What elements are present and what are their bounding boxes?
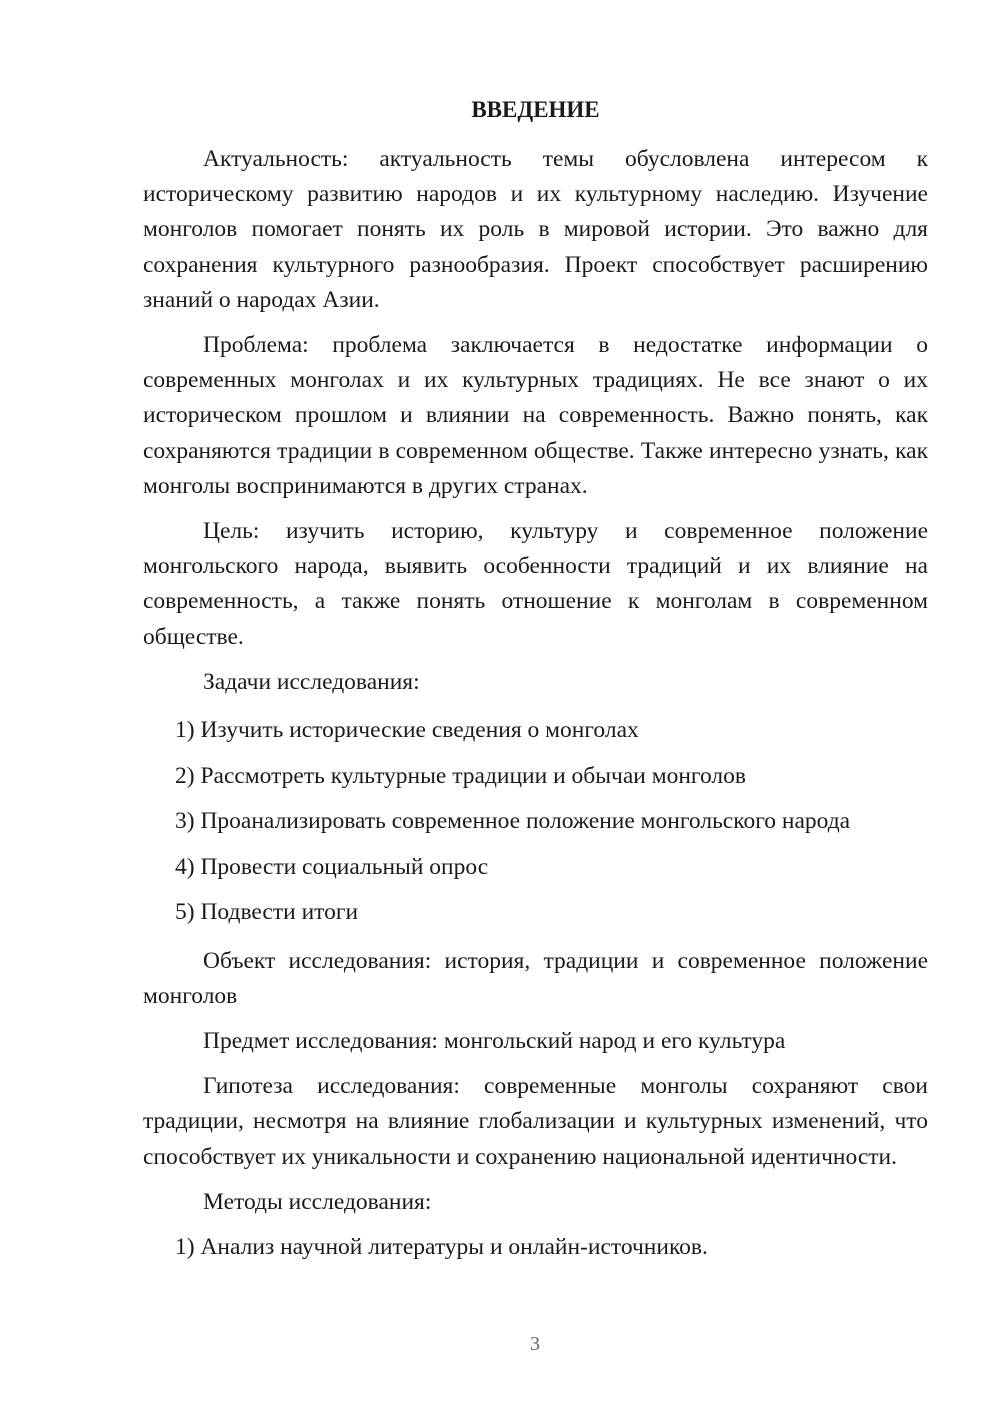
page-number: 3 — [530, 1333, 540, 1355]
problem-paragraph: Проблема: проблема заключается в недостатке информации о современных монголах и их культурных традициях. Не все знают о их историческом прошлом и влиянии на современность. Важно понять, как сохраняются традиции в современном обществе. Также интересно узнать, как монголы воспринимаются в других странах. — [143, 332, 928, 499]
list-item: 5) Подвести итоги — [175, 899, 359, 926]
tasks-list — [143, 708, 928, 936]
document-page — [143, 88, 928, 1265]
list-item: 3) Проанализировать современное положение монгольского народа — [175, 808, 851, 835]
object-paragraph: Объект исследования: история, традиции и современное положение монголов — [143, 947, 928, 1009]
methods-heading: Методы исследования: — [203, 1188, 432, 1215]
list-item: 4) Провести социальный опрос — [175, 853, 489, 880]
page-title: ВВЕДЕНИЕ — [471, 97, 600, 122]
hypothesis-paragraph: Гипотеза исследования: современные монголы сохраняют свои традиции, несмотря на влияние глобализации и культурных изменений, что способствует их уникальности и сохранению национальной идентичности. — [143, 1073, 928, 1170]
goal-paragraph: Цель: изучить историю, культуру и современное положение монгольского народа, выявить особенности традиций и их влияние на современность, а также понять отношение к монголам в современном обществе. — [143, 518, 928, 650]
list-item: 1) Изучить исторические сведения о монголах — [175, 717, 639, 744]
list-item: 1) Анализ научной литературы и онлайн-источников. — [175, 1233, 708, 1260]
relevance-paragraph: Актуальность: актуальность темы обусловлена интересом к историческому развитию народов и их культурному наследию. Изучение монголов помогает понять их роль в мировой истории. Это важно для сохранения культурного разнообразия. Проект способствует расширению знаний о народах Азии. — [143, 146, 928, 313]
tasks-heading: Задачи исследования: — [203, 668, 420, 695]
subject-paragraph: Предмет исследования: монгольский народ и его культура — [203, 1027, 786, 1054]
list-item: 2) Рассмотреть культурные традиции и обычаи монголов — [175, 762, 746, 789]
